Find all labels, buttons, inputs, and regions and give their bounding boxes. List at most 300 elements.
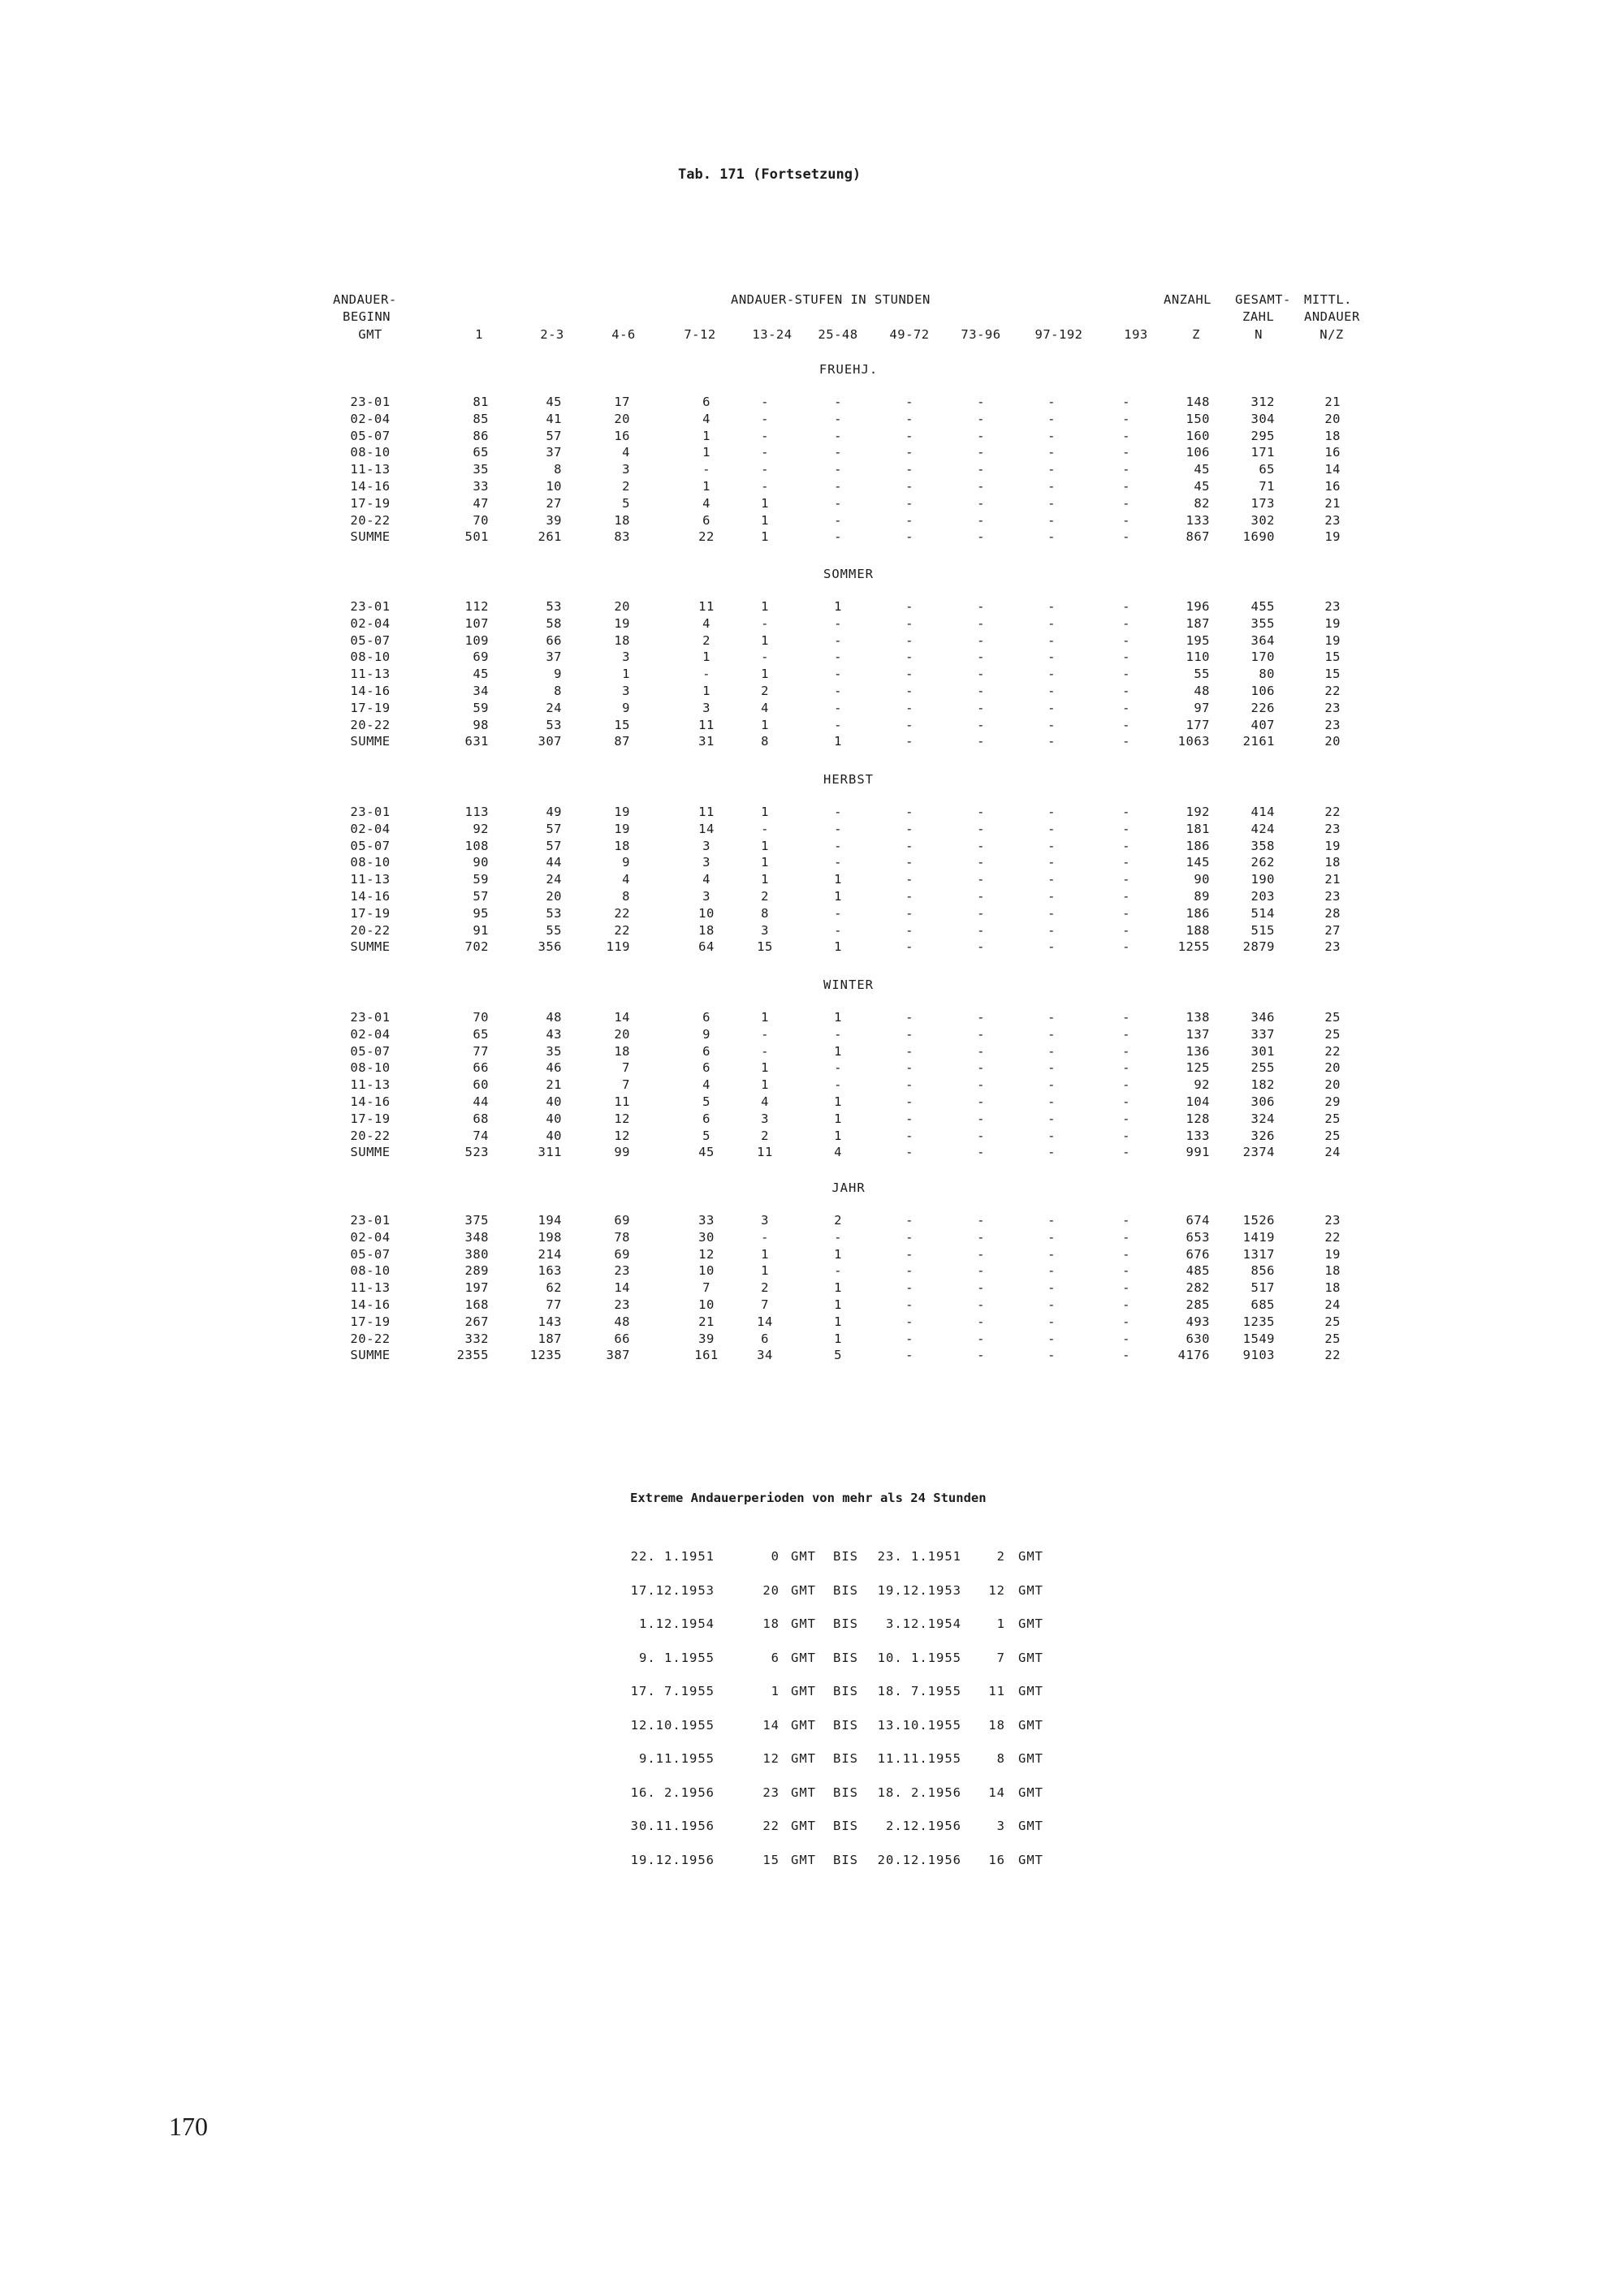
table-cell: 4176 <box>1177 1348 1210 1363</box>
table-cell: - <box>1047 1010 1056 1025</box>
table-cell: 68 <box>473 1111 489 1126</box>
table-cell: 24 <box>546 700 562 715</box>
row-label: 17-19 <box>350 1314 391 1329</box>
table-cell: 1 <box>834 1128 842 1143</box>
col-73-96: 73-96 <box>961 327 1001 342</box>
table-cell: 53 <box>546 905 562 921</box>
table-cell: - <box>1047 615 1056 631</box>
page-title: Tab. 171 (Fortsetzung) <box>678 166 862 183</box>
table-cell: - <box>1122 734 1130 749</box>
table-cell: - <box>905 905 914 921</box>
table-cell: 40 <box>546 1111 562 1126</box>
extreme-bis: BIS <box>833 1684 858 1698</box>
table-cell: - <box>905 1263 914 1279</box>
table-cell: 1 <box>834 1280 842 1296</box>
table-cell: 65 <box>473 1026 489 1042</box>
table-cell: 4 <box>702 495 710 511</box>
table-cell: - <box>1122 1043 1130 1059</box>
table-cell: 133 <box>1186 512 1210 528</box>
table-cell: 18 <box>1324 1280 1341 1296</box>
table-cell: 214 <box>538 1246 562 1262</box>
table-cell: - <box>977 1077 985 1093</box>
table-cell: 4 <box>702 1077 710 1093</box>
table-cell: 414 <box>1250 805 1275 819</box>
header-andauer-2: ANDAUER <box>1304 309 1360 324</box>
table-cell: - <box>834 615 842 631</box>
table-cell: 11 <box>698 599 715 614</box>
table-cell: 15 <box>1324 650 1341 665</box>
table-cell: 23 <box>1324 599 1341 614</box>
table-cell: 2 <box>761 889 769 904</box>
summary-row <box>0 939 1624 956</box>
table-cell: 1 <box>761 495 769 511</box>
table-cell: - <box>761 479 769 494</box>
table-cell: 45 <box>473 667 489 682</box>
section-label: SOMMER <box>823 567 874 581</box>
extreme-to-unit: GMT <box>1018 1684 1043 1698</box>
table-cell: 90 <box>473 855 489 870</box>
extreme-to-date: 13.10.1955 <box>877 1717 961 1733</box>
table-cell: - <box>905 1060 914 1076</box>
table-cell: - <box>905 1348 914 1363</box>
table-cell: 109 <box>464 632 489 648</box>
table-cell: - <box>977 684 985 698</box>
table-row <box>0 701 1624 717</box>
extreme-bis: BIS <box>833 1549 858 1564</box>
table-cell: 1 <box>761 717 769 732</box>
table-row <box>0 1280 1624 1297</box>
table-cell: - <box>1122 1229 1130 1245</box>
table-cell: 10 <box>698 1263 715 1279</box>
table-cell: 64 <box>698 939 715 955</box>
table-cell: - <box>1047 1246 1056 1262</box>
table-cell: 25 <box>1324 1314 1341 1329</box>
table-cell: 27 <box>546 495 562 511</box>
extreme-to-hour: 14 <box>988 1785 1005 1800</box>
table-row <box>0 1331 1624 1348</box>
table-cell: - <box>977 428 985 443</box>
row-label: SUMME <box>350 529 391 545</box>
table-cell: - <box>1047 805 1056 819</box>
table-cell: 57 <box>473 889 489 904</box>
table-cell: - <box>702 667 710 682</box>
table-cell: 33 <box>698 1213 715 1228</box>
table-cell: 514 <box>1250 905 1275 921</box>
table-cell: 22 <box>1324 1229 1341 1245</box>
table-cell: - <box>1047 1229 1056 1245</box>
table-cell: 171 <box>1250 445 1275 460</box>
extreme-from-hour: 0 <box>771 1549 780 1564</box>
table-cell: 12 <box>614 1111 630 1126</box>
extreme-to-unit: GMT <box>1018 1582 1043 1598</box>
table-cell: 1 <box>834 599 842 614</box>
table-cell: 358 <box>1250 838 1275 853</box>
table-cell: 1 <box>761 838 769 853</box>
table-cell: 23 <box>1324 512 1341 528</box>
table-cell: 43 <box>546 1026 562 1042</box>
table-cell: - <box>977 650 985 665</box>
table-cell: 24 <box>1324 1297 1341 1312</box>
table-cell: - <box>1122 905 1130 921</box>
table-cell: 1 <box>834 1111 842 1126</box>
table-cell: - <box>905 889 914 904</box>
table-cell: - <box>1122 1331 1130 1346</box>
extreme-period-row <box>0 1684 1624 1703</box>
extreme-to-unit: GMT <box>1018 1785 1043 1800</box>
table-cell: 7 <box>622 1060 630 1076</box>
row-label: 17-19 <box>350 905 391 921</box>
table-cell: 69 <box>614 1213 630 1228</box>
table-cell: 11 <box>757 1145 773 1160</box>
table-cell: 37 <box>546 650 562 665</box>
table-cell: - <box>834 1229 842 1245</box>
table-cell: 19 <box>1324 632 1341 648</box>
extreme-period-row <box>0 1751 1624 1771</box>
table-cell: - <box>1122 512 1130 528</box>
section-label: WINTER <box>823 978 874 992</box>
table-cell: 31 <box>698 734 715 749</box>
table-cell: 77 <box>546 1297 562 1312</box>
col-4-6: 4-6 <box>611 327 636 342</box>
table-cell: - <box>1047 905 1056 921</box>
table-cell: - <box>977 1246 985 1262</box>
table-cell: - <box>834 512 842 528</box>
table-cell: 173 <box>1250 495 1275 511</box>
table-cell: - <box>977 905 985 921</box>
table-cell: 631 <box>464 734 489 749</box>
table-cell: - <box>1122 445 1130 460</box>
extreme-from-date: 9.11.1955 <box>639 1751 715 1766</box>
table-cell: - <box>905 1280 914 1296</box>
table-cell: 5 <box>702 1128 710 1143</box>
table-cell: 18 <box>1324 428 1341 443</box>
table-cell: - <box>905 1094 914 1109</box>
table-cell: 18 <box>614 632 630 648</box>
extreme-bis: BIS <box>833 1852 858 1867</box>
table-cell: - <box>905 395 914 409</box>
table-cell: 523 <box>464 1145 489 1160</box>
extreme-from-hour: 18 <box>762 1616 780 1631</box>
table-cell: - <box>905 684 914 698</box>
table-cell: 14 <box>614 1010 630 1025</box>
table-cell: - <box>905 599 914 614</box>
extreme-to-unit: GMT <box>1018 1852 1043 1867</box>
table-row <box>0 1263 1624 1280</box>
table-cell: 3 <box>622 650 630 665</box>
table-cell: - <box>1122 855 1130 870</box>
extreme-period-row <box>0 1718 1624 1737</box>
table-cell: 1 <box>702 428 710 443</box>
table-row <box>0 906 1624 922</box>
extreme-from-date: 9. 1.1955 <box>639 1650 715 1665</box>
table-row <box>0 718 1624 734</box>
extreme-period-row <box>0 1616 1624 1636</box>
table-cell: - <box>977 838 985 853</box>
extreme-to-unit: GMT <box>1018 1650 1043 1665</box>
table-cell: 304 <box>1250 411 1275 426</box>
table-cell: 380 <box>464 1246 489 1262</box>
extreme-to-date: 18. 7.1955 <box>877 1684 961 1698</box>
table-cell: 30 <box>698 1229 715 1245</box>
table-cell: 1 <box>761 599 769 614</box>
table-cell: 348 <box>464 1229 489 1245</box>
table-row <box>0 462 1624 478</box>
extreme-from-unit: GMT <box>791 1616 816 1631</box>
table-cell: 9 <box>702 1026 710 1042</box>
table-cell: - <box>905 1010 914 1025</box>
table-cell: - <box>834 650 842 665</box>
table-cell: - <box>905 1111 914 1126</box>
table-cell: 66 <box>614 1331 630 1346</box>
table-cell: 22 <box>614 922 630 938</box>
table-cell: 9 <box>622 855 630 870</box>
table-cell: - <box>1047 1111 1056 1126</box>
table-cell: 311 <box>538 1145 562 1160</box>
row-label: 05-07 <box>350 838 391 853</box>
table-cell: - <box>1122 939 1130 955</box>
extreme-from-unit: GMT <box>791 1717 816 1733</box>
table-cell: - <box>1047 529 1056 545</box>
extreme-to-unit: GMT <box>1018 1616 1043 1631</box>
extreme-from-hour: 6 <box>771 1650 780 1665</box>
header-mittl: MITTL. <box>1304 292 1352 307</box>
table-cell: 18 <box>614 838 630 853</box>
table-cell: 324 <box>1250 1111 1275 1126</box>
table-cell: 85 <box>473 411 489 426</box>
extreme-from-hour: 22 <box>762 1819 780 1833</box>
table-cell: - <box>1047 1263 1056 1279</box>
extreme-from-hour: 12 <box>762 1751 780 1766</box>
table-cell: 702 <box>464 939 489 955</box>
table-cell: 6 <box>702 1111 710 1126</box>
row-label: 11-13 <box>350 1280 391 1296</box>
table-cell: - <box>905 462 914 477</box>
table-cell: 1 <box>834 1094 842 1109</box>
table-cell: - <box>977 495 985 511</box>
table-cell: 45 <box>546 395 562 409</box>
section-label: HERBST <box>823 772 874 787</box>
table-cell: 48 <box>546 1010 562 1025</box>
table-cell: - <box>1047 512 1056 528</box>
table-cell: - <box>1122 717 1130 732</box>
table-cell: 9 <box>554 667 562 682</box>
row-label: 05-07 <box>350 1043 391 1059</box>
col-49-72: 49-72 <box>889 327 930 342</box>
table-cell: - <box>1122 1026 1130 1042</box>
table-cell: 15 <box>757 939 773 955</box>
extreme-to-unit: GMT <box>1018 1717 1043 1733</box>
table-cell: - <box>905 1077 914 1093</box>
table-cell: - <box>1047 684 1056 698</box>
table-cell: 44 <box>473 1094 489 1109</box>
table-cell: - <box>834 495 842 511</box>
extreme-to-date: 20.12.1956 <box>877 1852 961 1867</box>
table-cell: 106 <box>1250 684 1275 698</box>
table-cell: 35 <box>473 462 489 477</box>
table-cell: - <box>761 411 769 426</box>
table-cell: - <box>761 1229 769 1245</box>
table-cell: 20 <box>1324 1077 1341 1093</box>
table-cell: - <box>977 1128 985 1143</box>
table-cell: - <box>905 855 914 870</box>
table-cell: 8 <box>622 889 630 904</box>
table-cell: 66 <box>546 632 562 648</box>
table-cell: - <box>977 1314 985 1329</box>
table-cell: 18 <box>614 1043 630 1059</box>
table-cell: - <box>977 1043 985 1059</box>
table-cell: 92 <box>473 821 489 836</box>
extreme-to-hour: 12 <box>988 1582 1005 1598</box>
table-cell: 312 <box>1250 395 1275 409</box>
table-cell: 53 <box>546 599 562 614</box>
table-cell: 1 <box>834 1043 842 1059</box>
table-cell: - <box>905 411 914 426</box>
table-cell: 40 <box>546 1094 562 1109</box>
table-cell: - <box>905 1043 914 1059</box>
table-cell: 182 <box>1250 1077 1275 1093</box>
table-cell: 8 <box>554 684 562 698</box>
table-cell: 65 <box>1259 462 1275 477</box>
table-cell: 3 <box>702 838 710 853</box>
table-cell: - <box>834 529 842 545</box>
extreme-to-hour: 11 <box>988 1684 1005 1698</box>
col-25-48: 25-48 <box>818 327 858 342</box>
table-cell: 3 <box>761 1213 769 1228</box>
table-cell: - <box>905 717 914 732</box>
table-cell: - <box>905 495 914 511</box>
table-row <box>0 923 1624 939</box>
table-cell: 332 <box>464 1331 489 1346</box>
table-cell: 364 <box>1250 632 1275 648</box>
table-cell: - <box>1047 717 1056 732</box>
table-cell: 14 <box>757 1314 773 1329</box>
table-cell: 89 <box>1194 889 1210 904</box>
table-cell: 188 <box>1186 922 1210 938</box>
table-cell: 82 <box>1194 495 1210 511</box>
table-cell: - <box>1122 1297 1130 1312</box>
extreme-to-hour: 8 <box>996 1751 1005 1766</box>
extreme-to-date: 3.12.1954 <box>886 1616 961 1631</box>
table-cell: - <box>1122 700 1130 715</box>
table-cell: 2 <box>622 479 630 494</box>
table-cell: 97 <box>1194 700 1210 715</box>
table-row <box>0 1027 1624 1043</box>
extreme-from-date: 12.10.1955 <box>630 1717 715 1733</box>
table-cell: - <box>1047 1280 1056 1296</box>
extreme-to-date: 18. 2.1956 <box>877 1785 961 1800</box>
table-cell: 23 <box>1324 939 1341 955</box>
row-label: 05-07 <box>350 428 391 443</box>
table-cell: - <box>977 1094 985 1109</box>
table-cell: 493 <box>1186 1314 1210 1329</box>
extreme-from-hour: 14 <box>762 1717 780 1733</box>
table-cell: - <box>1122 1348 1130 1363</box>
table-cell: 19 <box>1324 615 1341 631</box>
table-cell: 18 <box>698 922 715 938</box>
table-row <box>0 1094 1624 1111</box>
extreme-from-unit: GMT <box>791 1582 816 1598</box>
table-cell: - <box>905 1026 914 1042</box>
extreme-from-unit: GMT <box>791 1852 816 1867</box>
table-row <box>0 1297 1624 1314</box>
table-cell: - <box>905 838 914 853</box>
table-cell: 25 <box>1324 1010 1341 1025</box>
table-cell: 2161 <box>1242 734 1275 749</box>
col-13-24: 13-24 <box>752 327 793 342</box>
table-cell: - <box>1122 1060 1130 1076</box>
extreme-from-unit: GMT <box>791 1751 816 1766</box>
extreme-from-date: 19.12.1956 <box>630 1852 715 1867</box>
table-cell: 356 <box>538 939 562 955</box>
table-cell: - <box>977 855 985 870</box>
table-cell: 375 <box>464 1213 489 1228</box>
table-cell: - <box>761 1026 769 1042</box>
table-cell: 22 <box>614 905 630 921</box>
table-cell: 55 <box>546 922 562 938</box>
table-cell: 90 <box>1194 872 1210 887</box>
table-cell: 168 <box>464 1297 489 1312</box>
row-label: 11-13 <box>350 462 391 477</box>
table-cell: 34 <box>473 684 489 698</box>
table-cell: 337 <box>1250 1026 1275 1042</box>
table-cell: 87 <box>614 734 630 749</box>
table-cell: 45 <box>1194 462 1210 477</box>
table-cell: 80 <box>1259 667 1275 682</box>
table-cell: 1 <box>702 684 710 698</box>
table-cell: - <box>1122 632 1130 648</box>
table-cell: 1419 <box>1242 1229 1275 1245</box>
table-cell: - <box>1047 700 1056 715</box>
row-label: 08-10 <box>350 650 391 665</box>
extreme-to-date: 10. 1.1955 <box>877 1650 961 1665</box>
table-cell: 282 <box>1186 1280 1210 1296</box>
summary-row <box>0 1348 1624 1364</box>
table-cell: - <box>1122 615 1130 631</box>
table-cell: 4 <box>622 445 630 460</box>
table-cell: 192 <box>1186 805 1210 819</box>
table-row <box>0 1129 1624 1145</box>
extreme-to-unit: GMT <box>1018 1819 1043 1833</box>
table-cell: 163 <box>538 1263 562 1279</box>
table-cell: 34 <box>757 1348 773 1363</box>
extreme-from-date: 1.12.1954 <box>639 1616 715 1631</box>
table-cell: 161 <box>694 1348 719 1363</box>
table-cell: 1235 <box>529 1348 562 1363</box>
table-cell: - <box>1047 650 1056 665</box>
table-cell: 301 <box>1250 1043 1275 1059</box>
table-header-row-1 <box>0 292 1624 310</box>
extreme-to-date: 2.12.1956 <box>886 1819 961 1833</box>
table-cell: 517 <box>1250 1280 1275 1296</box>
extreme-period-row <box>0 1549 1624 1569</box>
table-cell: 25 <box>1324 1128 1341 1143</box>
table-cell: 83 <box>614 529 630 545</box>
table-cell: 133 <box>1186 1128 1210 1143</box>
table-cell: - <box>977 395 985 409</box>
table-cell: 4 <box>702 411 710 426</box>
table-cell: 3 <box>761 922 769 938</box>
table-cell: 86 <box>473 428 489 443</box>
table-cell: 33 <box>473 479 489 494</box>
table-cell: 1 <box>834 1314 842 1329</box>
table-cell: - <box>977 805 985 819</box>
table-cell: 23 <box>1324 717 1341 732</box>
table-cell: - <box>1047 1060 1056 1076</box>
table-cell: 47 <box>473 495 489 511</box>
table-cell: 187 <box>538 1331 562 1346</box>
table-cell: - <box>1122 599 1130 614</box>
table-cell: 10 <box>546 479 562 494</box>
